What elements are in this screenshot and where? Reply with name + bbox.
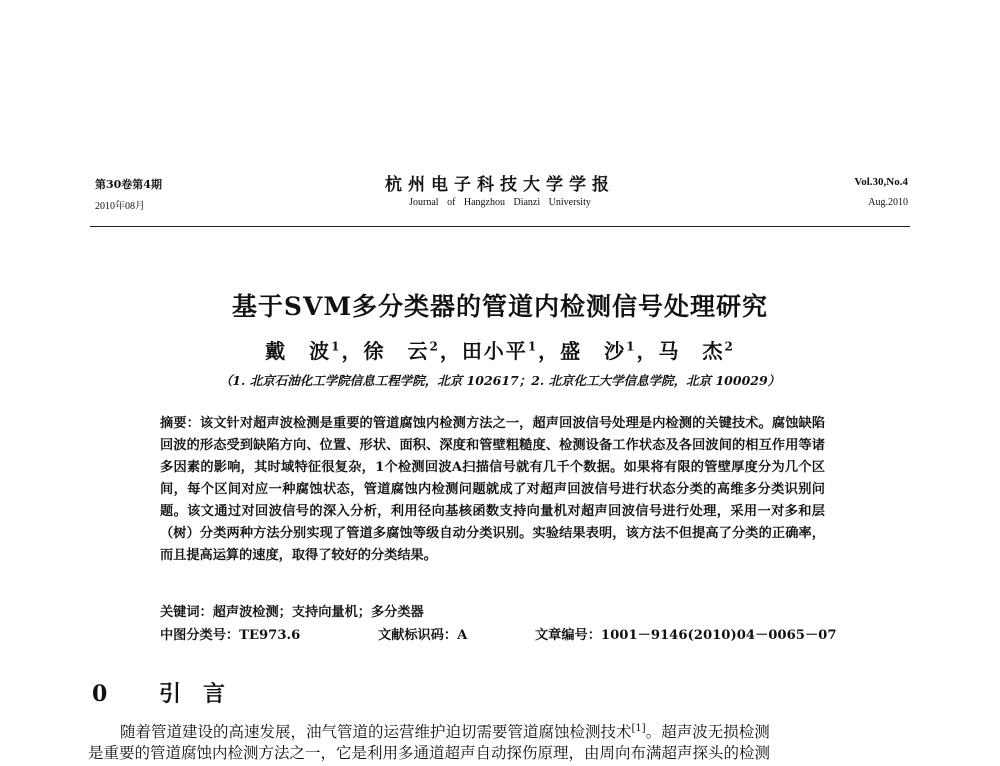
author-name: 徐 云: [363, 339, 430, 363]
keywords-text: 超声波检测；支持向量机；多分类器: [212, 605, 424, 620]
author-list: 戴 波$^1$，徐 云$^2$，田小平$^1$，盛 沙$^1$，马 杰$^2$: [265, 339, 735, 363]
keywords-label: 关键词：: [160, 605, 213, 620]
keywords: [160, 601, 424, 620]
clc-number: 中图分类号：TE973.6: [160, 628, 301, 643]
paper-title: 基于SVM多分类器的管道内检测信号处理研究: [231, 292, 769, 321]
volume-cn: 第30卷第4期: [95, 178, 162, 191]
affiliation: （1. 北京石油化工学院信息工程学院，北京 102617；2. 北京化工大学信息学院，北京 100029）: [219, 373, 781, 388]
author-affil-mark: 2: [429, 339, 440, 354]
abstract-label: 摘要：: [160, 416, 200, 431]
citation-ref: [1]: [631, 723, 646, 734]
author-affil-mark: 1: [626, 339, 637, 354]
author-name: 田小平: [461, 339, 528, 363]
body-line-2: 是重要的管道腐蚀内检测方法之一，它是利用多通道超声自动探伤原理，由周向布满超声探头的检测: [88, 744, 771, 762]
body-line-1-end: 。超声波无损检测: [645, 723, 770, 742]
author-name: 盛 沙: [560, 339, 627, 363]
volume-en: Vol.30,No.4: [854, 176, 908, 188]
author-name: 戴 波: [265, 339, 332, 363]
date-en: Aug.2010: [868, 197, 908, 208]
author-affil-mark: 2: [724, 339, 735, 354]
author-name: 马 杰: [658, 339, 725, 363]
author-affil-mark: 1: [331, 339, 342, 354]
body-paragraph-continued: [88, 741, 916, 766]
abstract: [160, 413, 825, 567]
author-affil-mark: 1: [527, 339, 539, 354]
journal-title-en: Journal of Hangzhou Dianzi University: [409, 197, 591, 208]
abstract-text: 该文针对超声波检测是重要的管道腐蚀内检测方法之一，超声回波信号处理是内检测的关键技术。腐蚀缺陷回波的形态受到缺陷方向、位置、形状、面积、深度和管壁粗糙度、检测设备工作状态及各回波间的相互作用等诸多因素的影响，其时域特征很复杂，1个检测回波A扫描信号就有几千个数据。如果将有限的管壁厚度分为几个区间，每个区间对应一种腐蚀状态，管道腐蚀内检测问题就成了对超声回波信号进行状态分类的高维多分类识别问题。该文通过对回波信号的深入分析，利用径向基核函数支持向量机对超声回波信号进行处理，采用一对多和层（树）分类两种方法分别实现了管道多腐蚀等级自动分类识别。实验结果表明，该方法不但提高了分类的正确率，而且提高运算的速度，取得了较好的分类结果。: [160, 416, 826, 563]
section-number: 0: [92, 681, 130, 707]
section-title: 引言: [158, 681, 247, 707]
article-number: 文章编号：1001－9146(2010)04－0065－07: [535, 628, 837, 643]
classification-row: [160, 624, 837, 646]
journal-title-cn: 杭州电子科技大学学报: [385, 175, 615, 195]
body-line-1: 随着管道建设的高速发展，油气管道的运营维护迫切需要管道腐蚀检测技术: [120, 723, 632, 742]
document-code: 文献标识码：A: [378, 628, 468, 643]
section-heading: [92, 677, 247, 708]
header-rule: [90, 226, 910, 227]
date-cn: 2010年08月: [95, 201, 145, 212]
